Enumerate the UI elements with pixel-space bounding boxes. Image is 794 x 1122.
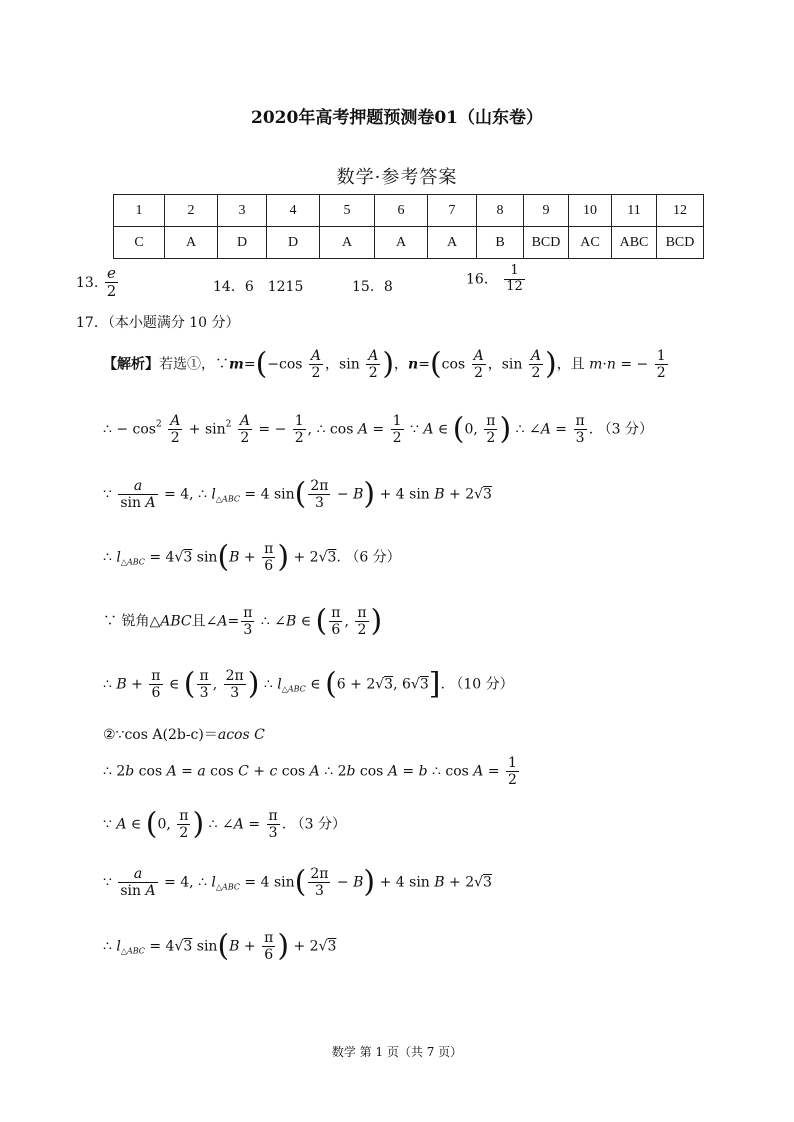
table-cell-number: 1: [114, 195, 165, 227]
solution-line-1: 【解析】若选①，∵m=(−cos $\frac{A}{2}$ ，sin $\frac{A}{2}$ )，n=(cos $\frac{A}{2}$ ，sin $\frac{A}{2}$ )，且 m·n = − $\frac{1}{2}$: [103, 346, 666, 382]
solution-line-4: ∴ $l_{\triangle ABC} = 4√3$ sin(B + $\frac{\pi}{6}$ ) + 2√3. （6 分）: [103, 539, 401, 575]
q15-answer: 15．8: [352, 279, 393, 295]
table-cell-number: 9: [524, 195, 569, 227]
table-cell-answer: AC: [569, 227, 612, 259]
solution-line-5: ∵ 锐角△ABC且∠A= $\frac{\pi}{3}$ ∴ ∠B ∈ ( $\frac{\pi}{6}$ , $\frac{\pi}{2}$ ): [103, 603, 383, 639]
table-cell-number: 11: [612, 195, 657, 227]
solution-line-3: ∵ $\frac{a}{\text{sin A}}$ = 4, ∴ $l_{\triangle ABC} = 4$ sin( $\frac{2\pi}{3}$ − B) + 4 sin B + 2√3: [103, 476, 492, 512]
q16-fraction: $\frac{1}{12}$: [506, 263, 523, 294]
table-cell-number: 12: [657, 195, 704, 227]
solution-line-11: ∴ $l_{\triangle ABC} = 4√3$ sin(B + $\frac{\pi}{6}$ ) + 2√3: [103, 928, 337, 964]
table-cell-answer: D: [267, 227, 320, 259]
q16-label: 16．: [466, 271, 498, 288]
table-cell-number: 10: [569, 195, 612, 227]
page-subtitle: 数学·参考答案: [336, 167, 458, 188]
table-cell-number: 2: [165, 195, 218, 227]
table-cell-answer: BCD: [657, 227, 704, 259]
table-cell-answer: BCD: [524, 227, 569, 259]
page-footer: 数学 第 1 页（共 7 页）: [331, 1045, 463, 1059]
table-cell-answer: A: [375, 227, 428, 259]
solution-option-2: ②∵cos A(2b-c)＝acos C: [103, 727, 265, 743]
q13-label: 13.: [76, 274, 99, 291]
solution-line-6: ∴ B + $\frac{\pi}{6}$ ∈ ( $\frac{\pi}{3}$ , $\frac{2\pi}{3}$ ) ∴ $l_{\triangle ABC}$ ∈ (6 + 2√3, 6√3]. （10 分）: [103, 666, 514, 702]
table-cell-number: 7: [428, 195, 477, 227]
q17-header: 17．（本小题满分 10 分）: [76, 315, 240, 331]
table-cell-answer: A: [428, 227, 477, 259]
answer-table: [113, 194, 704, 259]
table-cell-answer: A: [165, 227, 218, 259]
solution-line-2: ∴ − $\cos^2$ $\frac{A}{2}$ + $\sin^2$ $\frac{A}{2}$ = − $\frac{1}{2}$ , ∴ cos A = $\frac{1}{2}$ ∵ A ∈ (0, $\frac{\pi}{2}$ ) ∴ ∠A = $\frac{\pi}{3}$ . （3 分）: [103, 411, 653, 447]
table-cell-answer: ABC: [612, 227, 657, 259]
table-cell-answer: A: [320, 227, 375, 259]
table-cell-number: 6: [375, 195, 428, 227]
table-cell-number: 3: [218, 195, 267, 227]
table-cell-answer: D: [218, 227, 267, 259]
solution-line-10: ∵ $\frac{a}{\text{sin A}}$ = 4, ∴ $l_{\triangle ABC} = 4$ sin( $\frac{2\pi}{3}$ − B) + 4 sin B + 2√3: [103, 864, 492, 900]
table-cell-answer: C: [114, 227, 165, 259]
table-row: [114, 227, 704, 259]
table-cell-number: 8: [477, 195, 524, 227]
table-cell-number: 5: [320, 195, 375, 227]
q16-answer: [466, 264, 527, 295]
solution-line-9: ∵ A ∈ (0, $\frac{\pi}{2}$ ) ∴ ∠A = $\frac{\pi}{3}$ . （3 分）: [103, 806, 346, 842]
table-cell-answer: B: [477, 227, 524, 259]
q14-answer: 14．6 1215: [213, 279, 304, 295]
page-title: 2020年高考押题预测卷01（山东卷）: [251, 108, 543, 128]
q13-fraction: $\frac{e}{2}$: [106, 264, 117, 301]
q13-answer: [76, 265, 120, 301]
table-cell-number: 4: [267, 195, 320, 227]
table-row: [114, 195, 704, 227]
solution-line-8: ∴ 2b cos A = a cos C + c cos A ∴ 2b cos A = b ∴ cos A = $\frac{1}{2}$: [103, 755, 517, 789]
